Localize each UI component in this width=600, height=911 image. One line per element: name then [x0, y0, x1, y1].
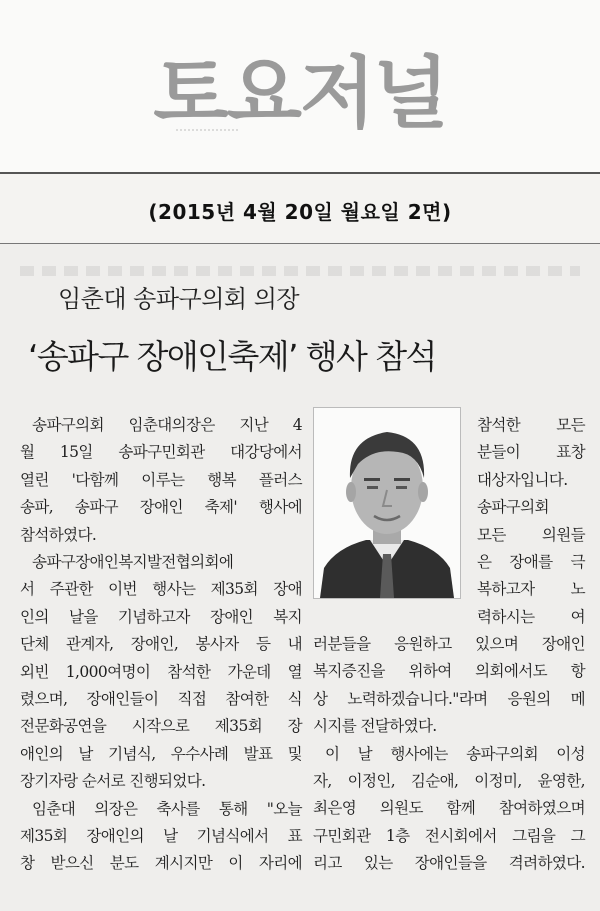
article-line: 서 주관한 이번 행사는 제35회 장애 — [20, 580, 302, 599]
article-line: 인의 날을 기념하고자 장애인 복지 — [20, 607, 302, 626]
masthead — [0, 0, 600, 172]
publication-date: (2015년 4월 20일 월요일 2면) — [148, 200, 452, 224]
article-line: 외빈 1,000여명이 참석한 가운데 열 — [20, 662, 302, 681]
article-line: 임춘대 의장은 축사를 통해 "오늘 — [32, 799, 302, 818]
article-line: 이 날 행사에는 송파구의회 이성 — [325, 744, 585, 763]
article-line: 상 노력하겠습니다."라며 응원의 메 — [313, 689, 585, 708]
article-subtitle: 임춘대 송파구의회 의장 — [58, 285, 300, 313]
article-line: 송파, 송파구 장애인 축제' 행사에 — [20, 498, 302, 517]
masthead-divider — [0, 172, 600, 174]
article-line: 력하시는 여 — [477, 607, 585, 626]
article-line: 송파구의회 — [477, 498, 549, 517]
article-line: 러분들을 응원하고 있으며 장애인 — [313, 635, 585, 653]
article-line: 전문화공연을 시작으로 제35회 장 — [20, 717, 302, 736]
article-line: 단체 관계자, 장애인, 봉사자 등 내 — [20, 635, 302, 654]
article-line: 송파구장애인복지발전협의회에 — [32, 553, 234, 571]
article-line: 참석한 모든 — [477, 416, 585, 434]
logo-wordmark: 토요저널 — [153, 49, 447, 139]
article-line: 리고 있는 장애인들을 격려하였다. — [313, 854, 585, 873]
newspaper-logo — [150, 42, 450, 142]
portrait-photo — [313, 407, 461, 599]
article-line: 렸으며, 장애인들이 직접 참여한 식 — [20, 690, 302, 708]
article-line: 시지를 전달하였다. — [313, 717, 437, 736]
article-line: 모든 의원들 — [477, 525, 585, 544]
article-line: 복하고자 노 — [477, 580, 585, 599]
article-line: 최은영 의원도 함께 참여하였으며 — [313, 799, 585, 818]
article-line: 창 받으신 분도 계시지만 이 자리에 — [20, 854, 302, 873]
article-line: 장기자랑 순서로 진행되었다. — [20, 772, 206, 791]
article-line: 대상자입니다. — [477, 470, 568, 489]
article-headline: ‘송파구 장애인축제’ 행사 참석 — [28, 337, 436, 376]
article-line: 월 15일 송파구민회관 대강당에서 — [20, 443, 302, 462]
article-line: 자, 이정인, 김순애, 이정미, 윤영한, — [313, 772, 585, 790]
article-line: 애인의 날 기념식, 우수사례 발표 및 — [20, 744, 302, 763]
article-line: 송파구의회 임춘대의장은 지난 4 — [32, 416, 302, 434]
article-line: 열린 '다함께 이루는 행복 플러스 — [20, 470, 302, 489]
bleed-through-text — [20, 266, 580, 276]
article-line: 구민회관 1층 전시회에서 그림을 그 — [313, 826, 585, 845]
article-line: 제35회 장애인의 날 기념식에서 표 — [20, 827, 302, 845]
article-line: 분들이 표창 — [477, 443, 585, 462]
article-line: 참석하였다. — [20, 525, 97, 544]
article-line: 복지증진을 위하여 의회에서도 항 — [313, 662, 585, 681]
article-line: 은 장애를 극 — [477, 553, 585, 571]
